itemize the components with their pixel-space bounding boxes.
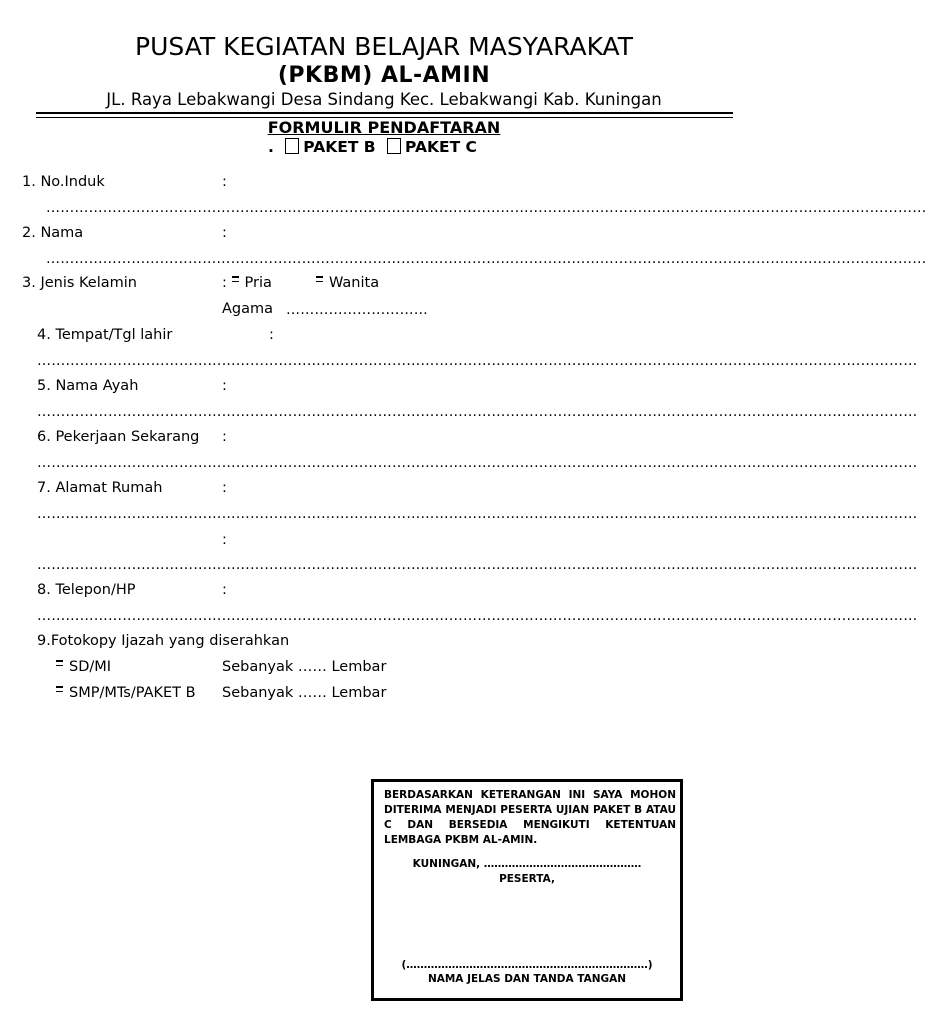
telepon-dotline[interactable]: …………………………………………………………………………………………………………………………………………………………………… <box>37 608 918 624</box>
no-induk-dotline[interactable]: …………………………………………………………………………………………………………………………………………………………………… <box>46 200 926 216</box>
nama-dotline[interactable]: …………………………………………………………………………………………………………………………………………………………………… <box>46 251 926 267</box>
paket-c-checkbox[interactable] <box>387 138 401 154</box>
ijazah-option-smp <box>56 685 196 701</box>
field-label-telepon: 8. Telepon/HP <box>37 582 136 598</box>
nama-ayah-dotline[interactable]: …………………………………………………………………………………………………………………………………………………………………… <box>37 404 918 420</box>
sd-mi-checkbox[interactable] <box>56 660 63 666</box>
field-colon: : <box>222 225 227 241</box>
field-colon: : <box>222 378 227 394</box>
institution-name: PUSAT KEGIATAN BELAJAR MASYARAKAT <box>135 32 633 61</box>
pekerjaan-dotline[interactable]: …………………………………………………………………………………………………………………………………………………………………… <box>37 455 918 471</box>
alamat-dotline-2[interactable]: …………………………………………………………………………………………………………………………………………………………………… <box>37 557 918 573</box>
signature-box <box>371 779 683 1001</box>
signature-place-date[interactable]: KUNINGAN, ……………………………………… <box>412 858 642 870</box>
field-colon: : <box>222 174 227 190</box>
paket-c-label: PAKET C <box>405 138 477 156</box>
alamat-dotline-1[interactable]: …………………………………………………………………………………………………………………………………………………………………… <box>37 506 918 522</box>
paket-selection <box>268 138 477 156</box>
field-colon: : <box>222 275 232 291</box>
jenis-kelamin-options <box>222 275 272 291</box>
institution-address: JL. Raya Lebakwangi Desa Sindang Kec. Lebakwangi Kab. Kuningan <box>106 90 662 109</box>
bullet-mark: . <box>268 138 274 156</box>
pria-checkbox[interactable] <box>232 276 239 282</box>
field-label-agama: Agama <box>222 301 274 317</box>
ijazah-option-sd <box>56 659 111 675</box>
signature-statement: BERDASARKAN KETERANGAN INI SAYA MOHON DITERIMA MENJADI PESERTA UJIAN PAKET B ATAU C DAN BERSEDIA MENGIKUTI KETENTUAN LEMBAGA PKBM AL-AMIN. <box>384 789 676 846</box>
smp-mts-checkbox[interactable] <box>56 686 63 692</box>
smp-mts-sebanyak: Sebanyak …… Lembar <box>222 685 387 701</box>
smp-mts-label: SMP/MTs/PAKET B <box>69 685 196 701</box>
signature-name-caption: NAMA JELAS DAN TANDA TANGAN <box>427 973 627 985</box>
paket-b-label: PAKET B <box>303 138 376 156</box>
pria-label: Pria <box>244 275 272 291</box>
field-colon: : <box>222 480 227 496</box>
signature-peserta-label: PESERTA, <box>499 873 555 885</box>
sd-mi-sebanyak: Sebanyak …… Lembar <box>222 659 387 675</box>
wanita-checkbox[interactable] <box>316 276 323 282</box>
field-label-nama-ayah: 5. Nama Ayah <box>37 378 139 394</box>
paket-b-checkbox[interactable] <box>285 138 299 154</box>
form-title: FORMULIR PENDAFTARAN <box>267 118 501 137</box>
institution-short-name: (PKBM) AL-AMIN <box>277 63 491 88</box>
field-colon: : <box>269 327 274 343</box>
wanita-label: Wanita <box>329 275 380 291</box>
field-label-no-induk: 1. No.Induk <box>22 174 105 190</box>
sd-mi-label: SD/MI <box>69 659 112 675</box>
field-colon: : <box>222 582 227 598</box>
signature-name-line[interactable]: (……………………………………………………………) <box>401 959 653 971</box>
field-colon: : <box>222 532 227 548</box>
field-label-alamat: 7. Alamat Rumah <box>37 480 163 496</box>
field-colon: : <box>222 429 227 445</box>
agama-dotline[interactable]: ………………………… <box>286 302 428 318</box>
field-label-jenis-kelamin: 3. Jenis Kelamin <box>22 275 137 291</box>
field-label-tempat-tgl-lahir: 4. Tempat/Tgl lahir <box>37 327 173 343</box>
field-label-ijazah: 9.Fotokopy Ijazah yang diserahkan <box>37 633 290 649</box>
field-label-nama: 2. Nama <box>22 225 84 241</box>
header-rule-thick <box>36 112 733 114</box>
field-label-pekerjaan: 6. Pekerjaan Sekarang <box>37 429 200 445</box>
wanita-option <box>316 275 379 291</box>
tempat-tgl-lahir-dotline[interactable]: …………………………………………………………………………………………………………………………………………………………………… <box>37 353 918 369</box>
